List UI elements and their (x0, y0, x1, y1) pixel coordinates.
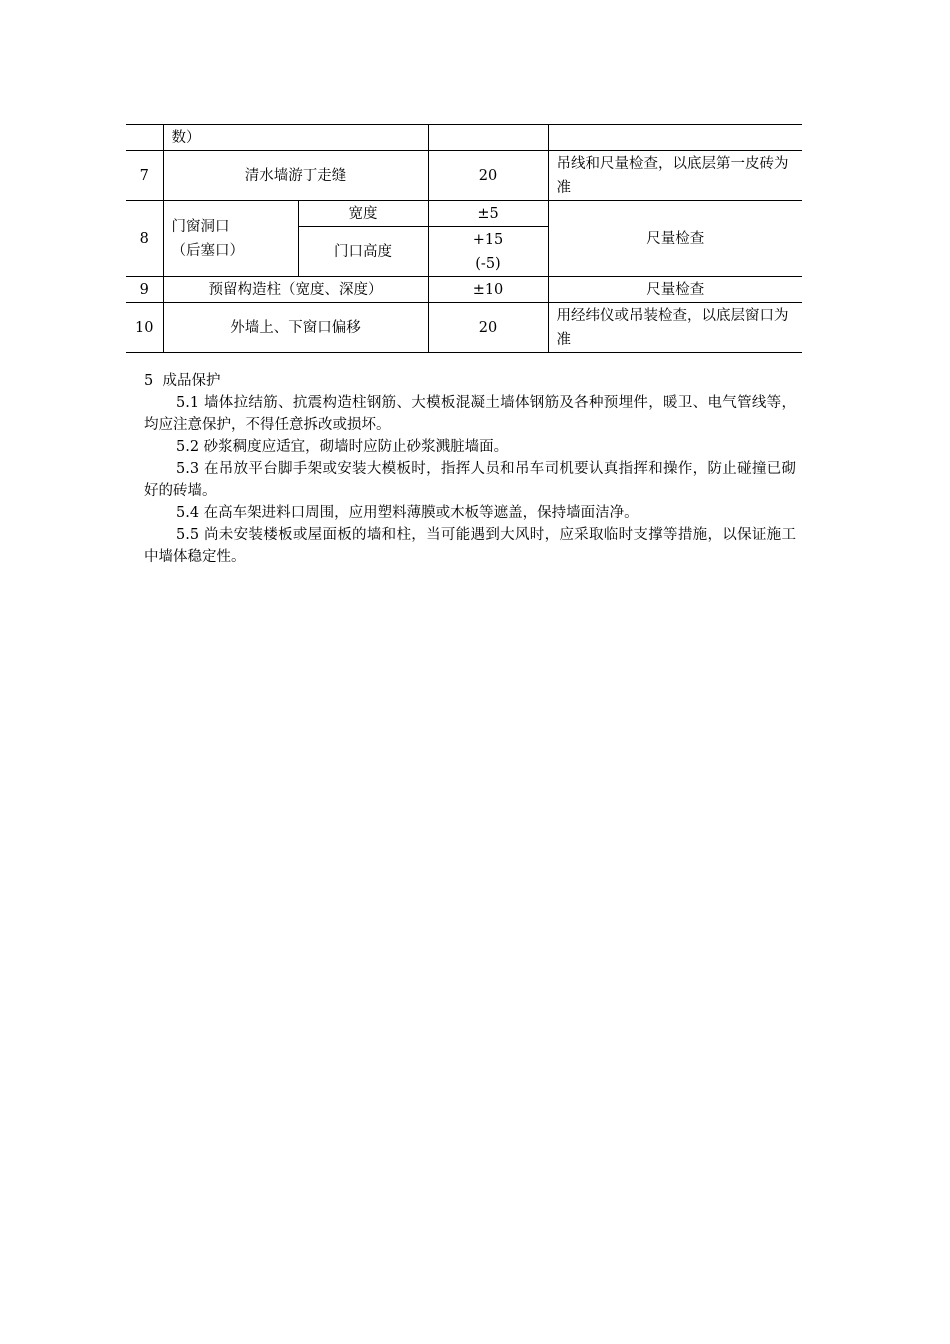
row-number-cell: 9 (126, 277, 163, 303)
table-row-7 (126, 151, 802, 201)
tolerance-cell (428, 125, 548, 151)
item-line-1: 门窗洞口 (171, 218, 230, 235)
sub-item-cell: 宽度 (298, 201, 428, 227)
paragraph-5-3: 5.3 在吊放平台脚手架或安装大模板时，指挥人员和吊车司机要认真指挥和操作，防止碰撞已砌好的砖墙。 (144, 461, 796, 499)
tolerance-cell: 20 (428, 303, 548, 353)
tolerance-cell: ±5 (428, 201, 548, 227)
paragraph-5-5: 5.5 尚未安装楼板或屋面板的墙和柱，当可能遇到大风时，应采取临时支撑等措施，以保证施工中墙体稳定性。 (144, 527, 796, 565)
tolerance-line-2: (-5) (475, 255, 501, 272)
paragraph-5-1: 5.1 墙体拉结筋、抗震构造柱钢筋、大模板混凝土墙体钢筋及各种预埋件，暖卫、电气管线等，均应注意保护，不得任意拆改或损坏。 (144, 395, 796, 433)
tolerance-line-1: +15 (472, 231, 504, 248)
product-protection-section (144, 370, 796, 568)
item-cell (163, 201, 298, 277)
method-cell: 尺量检查 (548, 201, 802, 277)
section-heading: 5 成品保护 (144, 373, 221, 389)
table-row-continued (126, 125, 802, 151)
method-cell: 吊线和尺量检查，以底层第一皮砖为准 (548, 151, 802, 201)
item-cell: 预留构造柱（宽度、深度） (163, 277, 428, 303)
row-number-cell: 8 (126, 201, 163, 277)
tolerance-cell: ±10 (428, 277, 548, 303)
table-row-10 (126, 303, 802, 353)
item-line-2: （后塞口） (171, 242, 244, 259)
method-cell: 尺量检查 (548, 277, 802, 303)
item-cell: 外墙上、下窗口偏移 (163, 303, 428, 353)
tolerance-cell: 20 (428, 151, 548, 201)
table-row-8a (126, 201, 802, 227)
tolerance-cell (428, 227, 548, 277)
sub-item-cell: 门口高度 (298, 227, 428, 277)
table-row-9 (126, 277, 802, 303)
item-cell: 数） (163, 125, 428, 151)
paragraph-5-4: 5.4 在高车架进料口周围，应用塑料薄膜或木板等遮盖，保持墙面洁净。 (176, 505, 639, 521)
row-number-cell: 10 (126, 303, 163, 353)
row-number-cell: 7 (126, 151, 163, 201)
paragraph-5-2: 5.2 砂浆稠度应适宜，砌墙时应防止砂浆溅脏墙面。 (176, 439, 509, 455)
method-cell: 用经纬仪或吊装检查，以底层窗口为准 (548, 303, 802, 353)
item-cell: 清水墙游丁走缝 (163, 151, 428, 201)
method-cell (548, 125, 802, 151)
row-number-cell (126, 125, 163, 151)
tolerance-table (126, 124, 802, 353)
